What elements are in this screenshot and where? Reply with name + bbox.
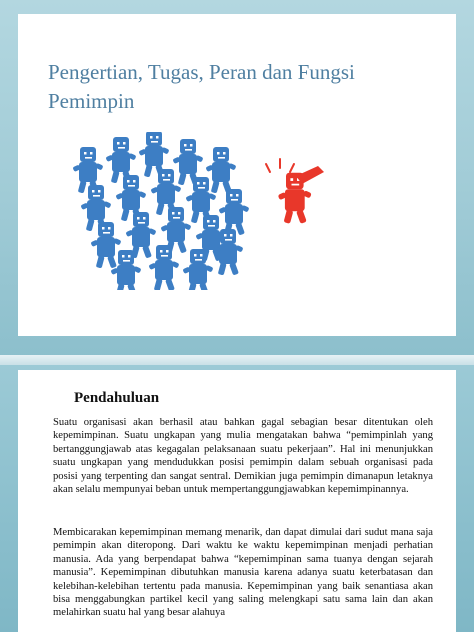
paragraph-1: Suatu organisasi akan berhasil atau bahkan gagal sebagian besar ditentukan oleh kepemimpinan. Suatu ungkapan yang mulia mengatakan bahwa “pemimpinlah yang bertanggungjawab atas kegagalan pelaksanaan suatu pekerjaan”. Hal ini menunjukkan suatu ungkapan yang mendudukkan posisi pemimpin dalam sebuah organisasi pada posisi yang terpenting dan sangat sentral. Demikian juga pemimpin dimanapun letaknya akan selalu mempunyai beban untuk mempertanggungjawabkan kepemimpinannya. <box>53 417 433 496</box>
leadership-illustration <box>66 132 336 290</box>
slide-title <box>18 14 456 336</box>
alert-marks-icon <box>266 159 294 172</box>
leader-figure <box>278 166 324 224</box>
slide-divider <box>0 355 474 365</box>
paragraph-2: Membicarakan kepemimpinan memang menarik, dan dapat dimulai dari sudut mana saja pemimpin akan diteropong. Dari waktu ke waktu kepemimpinan menjadi perhatian manusia. Ada yang berpendapat bahwa “kepemimpinan sama tuanya dengan sejarah manusia”. Kepemimpinan dibutuhkan manusia karena adanya suatu keterbatasan dan kelebihan-kelebihan tertentu pada manusia. Kepemimpinan yang baik senantiasa akan bisa menggabungkan partikel kecil yang saling melengkapi satu sama lain dan akan melahirkan suatu hal yang besar alahuya <box>53 527 433 619</box>
slide-introduction <box>18 370 456 632</box>
slide-title-text: Pengertian, Tugas, Peran dan Fungsi Pemimpin <box>48 60 355 113</box>
section-heading: Pendahuluan <box>74 390 160 406</box>
crowd-figures <box>72 132 249 290</box>
